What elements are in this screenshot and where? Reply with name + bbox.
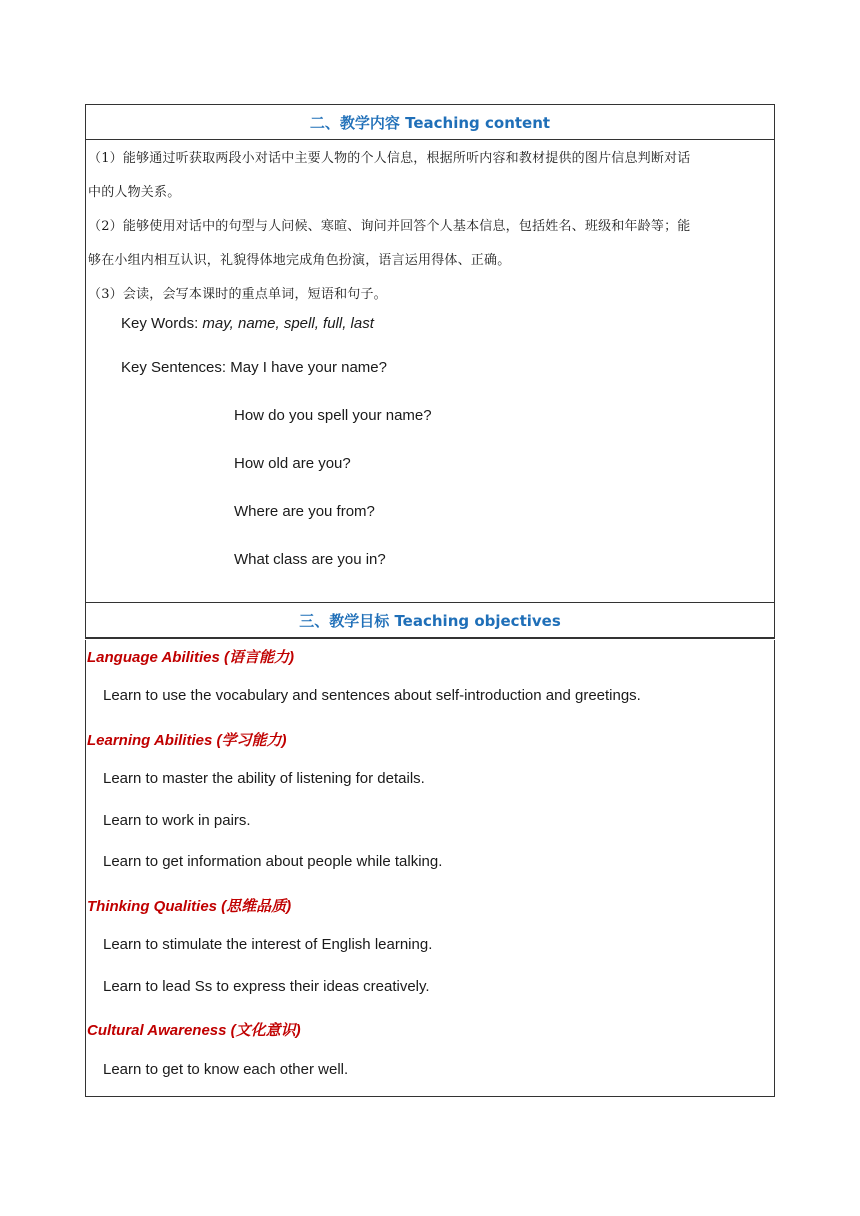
objective-item: Learn to master the ability of listening for details. (103, 770, 425, 787)
key-sentences (121, 358, 387, 378)
objective-item: Learn to get to know each other well. (103, 1061, 349, 1078)
objective-item: Learn to use the vocabulary and sentences about self-introduction and greetings. (103, 687, 641, 704)
content-line-1: （1）能够通过听获取两段小对话中主要人物的个人信息，根据所听内容和教材提供的图片信息判断对话 (88, 151, 691, 166)
section-heading-teaching-objectives: 三、教学目标 Teaching objectives (85, 602, 775, 638)
cultural-awareness-title: Cultural Awareness (文化意识) (87, 1022, 301, 1039)
content-line-4: 够在小组内相互认识，礼貌得体地完成角色扮演，语言运用得体、正确。 (88, 253, 511, 268)
thinking-qualities-title: Thinking Qualities (思维品质) (87, 898, 292, 915)
teaching-content-body (86, 140, 774, 602)
objective-item: Learn to get information about people while talking. (103, 853, 443, 870)
section-heading-teaching-content: 二、教学内容 Teaching content (86, 105, 774, 140)
key-words (121, 314, 374, 334)
objective-item: Learn to stimulate the interest of English learning. (103, 936, 433, 953)
content-line-5: （3）会读，会写本课时的重点单词，短语和句子。 (88, 287, 387, 302)
key-words-label: Key Words: (121, 315, 203, 332)
learning-abilities-title: Learning Abilities (学习能力) (87, 732, 287, 749)
objective-item: Learn to lead Ss to express their ideas creatively. (103, 978, 430, 995)
key-sentence-1: May I have your name? (230, 359, 387, 376)
key-sentence-4: Where are you from? (234, 503, 375, 520)
content-line-2: 中的人物关系。 (88, 185, 181, 200)
language-abilities-title: Language Abilities (语言能力) (87, 649, 294, 666)
key-sentences-label: Key Sentences: (121, 359, 231, 376)
key-sentence-3: How old are you? (234, 455, 351, 472)
key-words-list: may, name, spell, full, last (202, 315, 374, 332)
key-sentence-5: What class are you in? (234, 551, 386, 568)
content-line-3: （2）能够使用对话中的句型与人问候、寒暄、询问并回答个人基本信息，包括姓名、班级和年龄等；能 (88, 219, 691, 234)
key-sentence-2: How do you spell your name? (234, 407, 432, 424)
teaching-content-table (85, 104, 775, 639)
objective-item: Learn to work in pairs. (103, 812, 251, 829)
teaching-objectives-body (85, 640, 775, 1097)
